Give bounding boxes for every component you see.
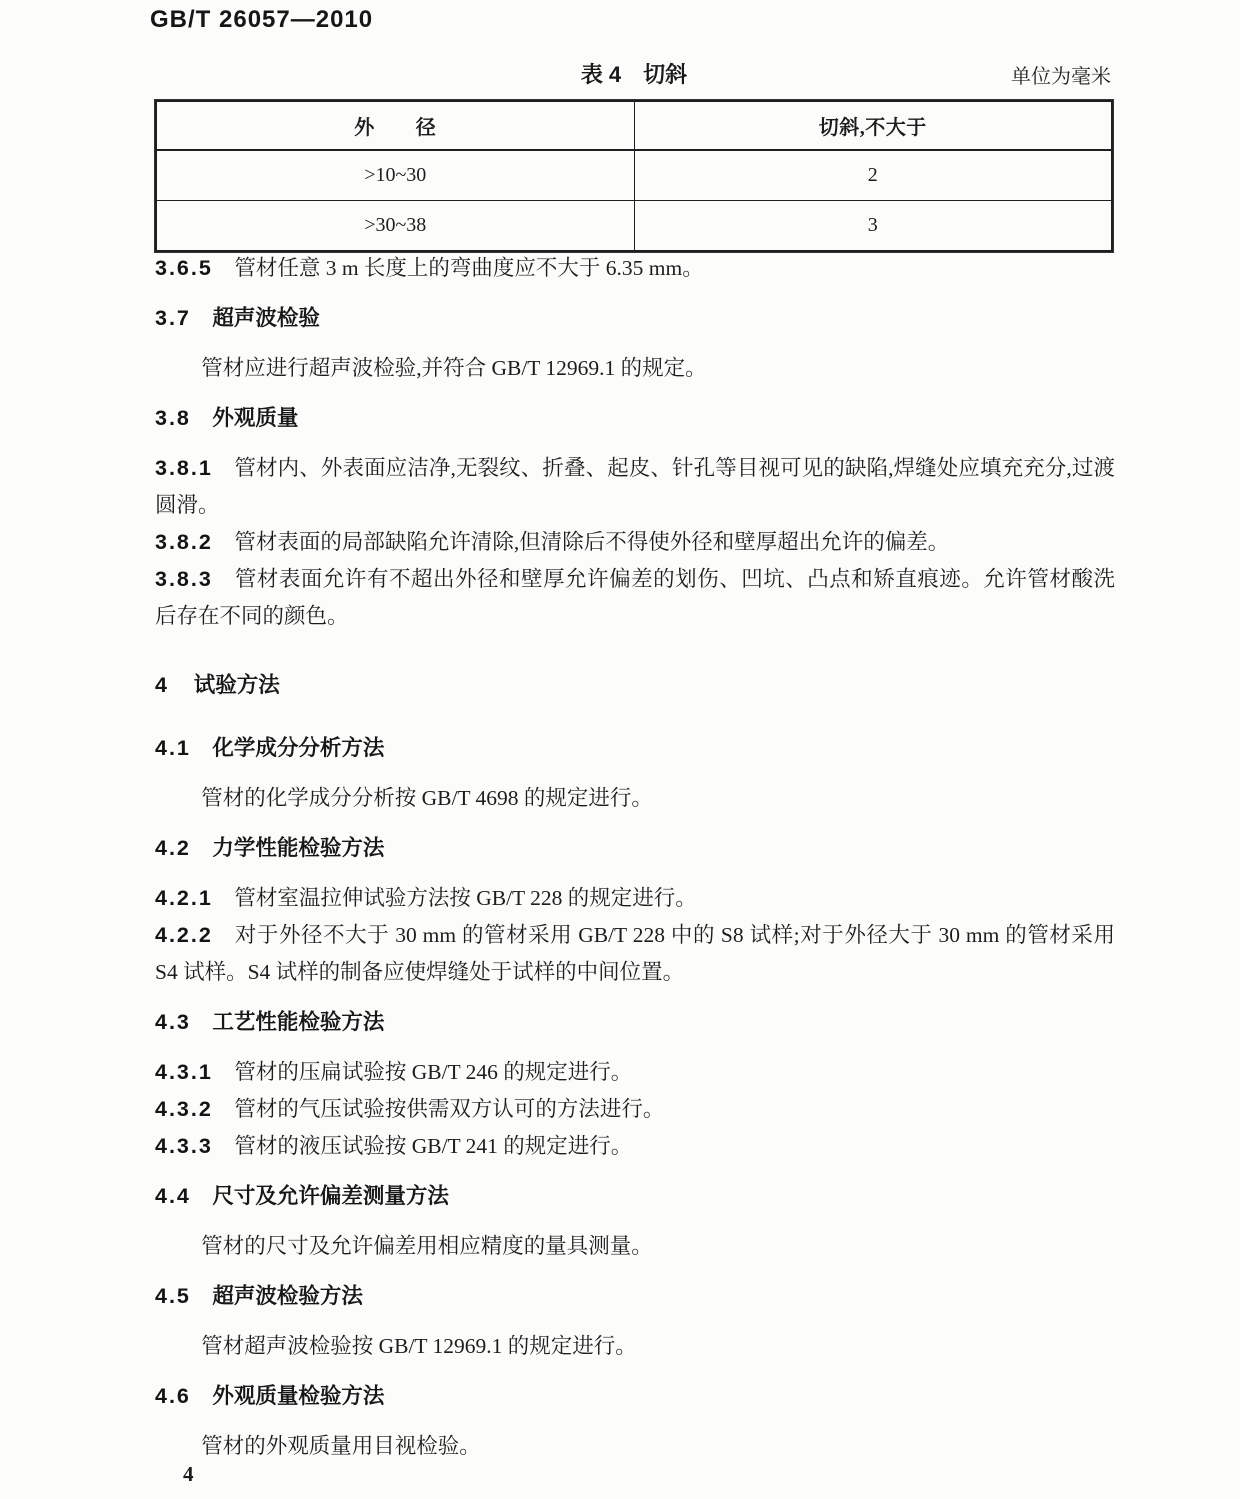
table-unit-note: 单位为毫米 xyxy=(1011,66,1111,88)
clause-number: 4 xyxy=(155,673,168,697)
table-header-outer-diameter: 外 径 xyxy=(156,101,634,150)
clause-text: 工艺性能检验方法 xyxy=(212,1010,385,1034)
table-header-row xyxy=(156,101,1112,150)
table-cell: >30~38 xyxy=(156,201,634,252)
clause-text: 管材的外观质量用目视检验。 xyxy=(201,1434,481,1458)
spec-table-head xyxy=(156,101,1112,150)
para-2 xyxy=(155,350,1115,387)
clause-number: 3.6.5 xyxy=(155,256,213,280)
clause-text: 管材表面允许有不超出外径和壁厚允许偏差的划伤、凹坑、凸点和矫直痕迹。允许管材酸洗后存在不同的颜色。 xyxy=(155,567,1115,628)
clause-4.2.2 xyxy=(155,917,1115,991)
clause-number: 4.3.2 xyxy=(155,1097,213,1121)
clause-number: 3.8.1 xyxy=(155,456,213,480)
clause-number: 3.8 xyxy=(155,406,191,430)
clause-text: 管材任意 3 m 长度上的弯曲度应不大于 6.35 mm。 xyxy=(234,256,704,280)
para-9 xyxy=(155,780,1115,817)
heading-4.5 xyxy=(155,1278,1115,1315)
spec-table-body xyxy=(156,150,1112,251)
heading-4.1 xyxy=(155,730,1115,767)
clause-text: 管材的尺寸及允许偏差用相应精度的量具测量。 xyxy=(201,1234,653,1258)
clause-text: 管材的化学成分分析按 GB/T 4698 的规定进行。 xyxy=(201,786,653,810)
clause-text: 管材超声波检验按 GB/T 12969.1 的规定进行。 xyxy=(201,1334,637,1358)
clause-number: 4.2.2 xyxy=(155,923,213,947)
para-20 xyxy=(155,1328,1115,1365)
heading-4.4 xyxy=(155,1178,1115,1215)
clause-text: 超声波检验方法 xyxy=(212,1284,363,1308)
clause-text: 外观质量检验方法 xyxy=(212,1384,385,1408)
heading-4.6 xyxy=(155,1378,1115,1415)
clause-number: 4.2 xyxy=(155,836,191,860)
clause-text: 管材应进行超声波检验,并符合 GB/T 12969.1 的规定。 xyxy=(201,356,707,380)
clause-number: 4.3 xyxy=(155,1010,191,1034)
para-18 xyxy=(155,1228,1115,1265)
clause-3.8.2 xyxy=(155,524,1115,561)
table-cell: 3 xyxy=(634,201,1112,252)
heading-4.3 xyxy=(155,1004,1115,1041)
table-header-cut-slope: 切斜,不大于 xyxy=(634,101,1112,150)
clause-text: 对于外径不大于 30 mm 的管材采用 GB/T 228 中的 S8 试样;对于外径大于 30 mm 的管材采用 S4 试样。S4 试样的制备应使焊缝处于试样的中间位置。 xyxy=(155,923,1115,984)
clause-3.8.1 xyxy=(155,450,1115,524)
clause-text: 管材的气压试验按供需双方认可的方法进行。 xyxy=(234,1097,665,1121)
content-area xyxy=(155,250,1115,1465)
clause-number: 4.6 xyxy=(155,1384,191,1408)
clause-text: 试验方法 xyxy=(193,673,280,697)
standard-number: GB/T 26057—2010 xyxy=(150,6,374,33)
spec-table xyxy=(155,100,1113,252)
table-caption: 表 4 切斜 xyxy=(580,62,688,87)
clause-4.3.1 xyxy=(155,1054,1115,1091)
clause-3.6.5 xyxy=(155,250,1115,287)
heading-4.2 xyxy=(155,830,1115,867)
clause-3.8.3 xyxy=(155,561,1115,635)
clause-text: 超声波检验 xyxy=(212,306,320,330)
clause-text: 力学性能检验方法 xyxy=(212,836,385,860)
clause-text: 管材的压扁试验按 GB/T 246 的规定进行。 xyxy=(234,1060,633,1084)
clause-number: 4.1 xyxy=(155,736,191,760)
heading-3.7 xyxy=(155,300,1115,337)
clause-text: 管材内、外表面应洁净,无裂纹、折叠、起皮、针孔等目视可见的缺陷,焊缝处应填充充分,过渡圆滑。 xyxy=(155,456,1115,517)
clause-number: 3.8.2 xyxy=(155,530,213,554)
table-cell: >10~30 xyxy=(156,150,634,201)
table-row xyxy=(156,201,1112,252)
clause-number: 4.4 xyxy=(155,1184,191,1208)
clause-text: 尺寸及允许偏差测量方法 xyxy=(212,1184,449,1208)
clause-4.3.2 xyxy=(155,1091,1115,1128)
clause-number: 3.7 xyxy=(155,306,191,330)
clause-number: 4.3.3 xyxy=(155,1134,213,1158)
table-row xyxy=(156,150,1112,201)
clause-text: 管材的液压试验按 GB/T 241 的规定进行。 xyxy=(234,1134,633,1158)
clause-text: 管材室温拉伸试验方法按 GB/T 228 的规定进行。 xyxy=(234,886,697,910)
clause-number: 3.8.3 xyxy=(155,567,213,591)
clause-number: 4.2.1 xyxy=(155,886,213,910)
table-caption-row xyxy=(155,58,1113,94)
clause-text: 化学成分分析方法 xyxy=(212,736,385,760)
clause-number: 4.5 xyxy=(155,1284,191,1308)
clause-4.3.3 xyxy=(155,1128,1115,1165)
heading-3.8 xyxy=(155,400,1115,437)
clause-number: 4.3.1 xyxy=(155,1060,213,1084)
para-22 xyxy=(155,1428,1115,1465)
chapter-4 xyxy=(155,667,1115,704)
page-number: 4 xyxy=(183,1462,194,1486)
clause-4.2.1 xyxy=(155,880,1115,917)
clause-text: 外观质量 xyxy=(212,406,299,430)
table-cell: 2 xyxy=(634,150,1112,201)
clause-text: 管材表面的局部缺陷允许清除,但清除后不得使外径和壁厚超出允许的偏差。 xyxy=(234,530,950,554)
